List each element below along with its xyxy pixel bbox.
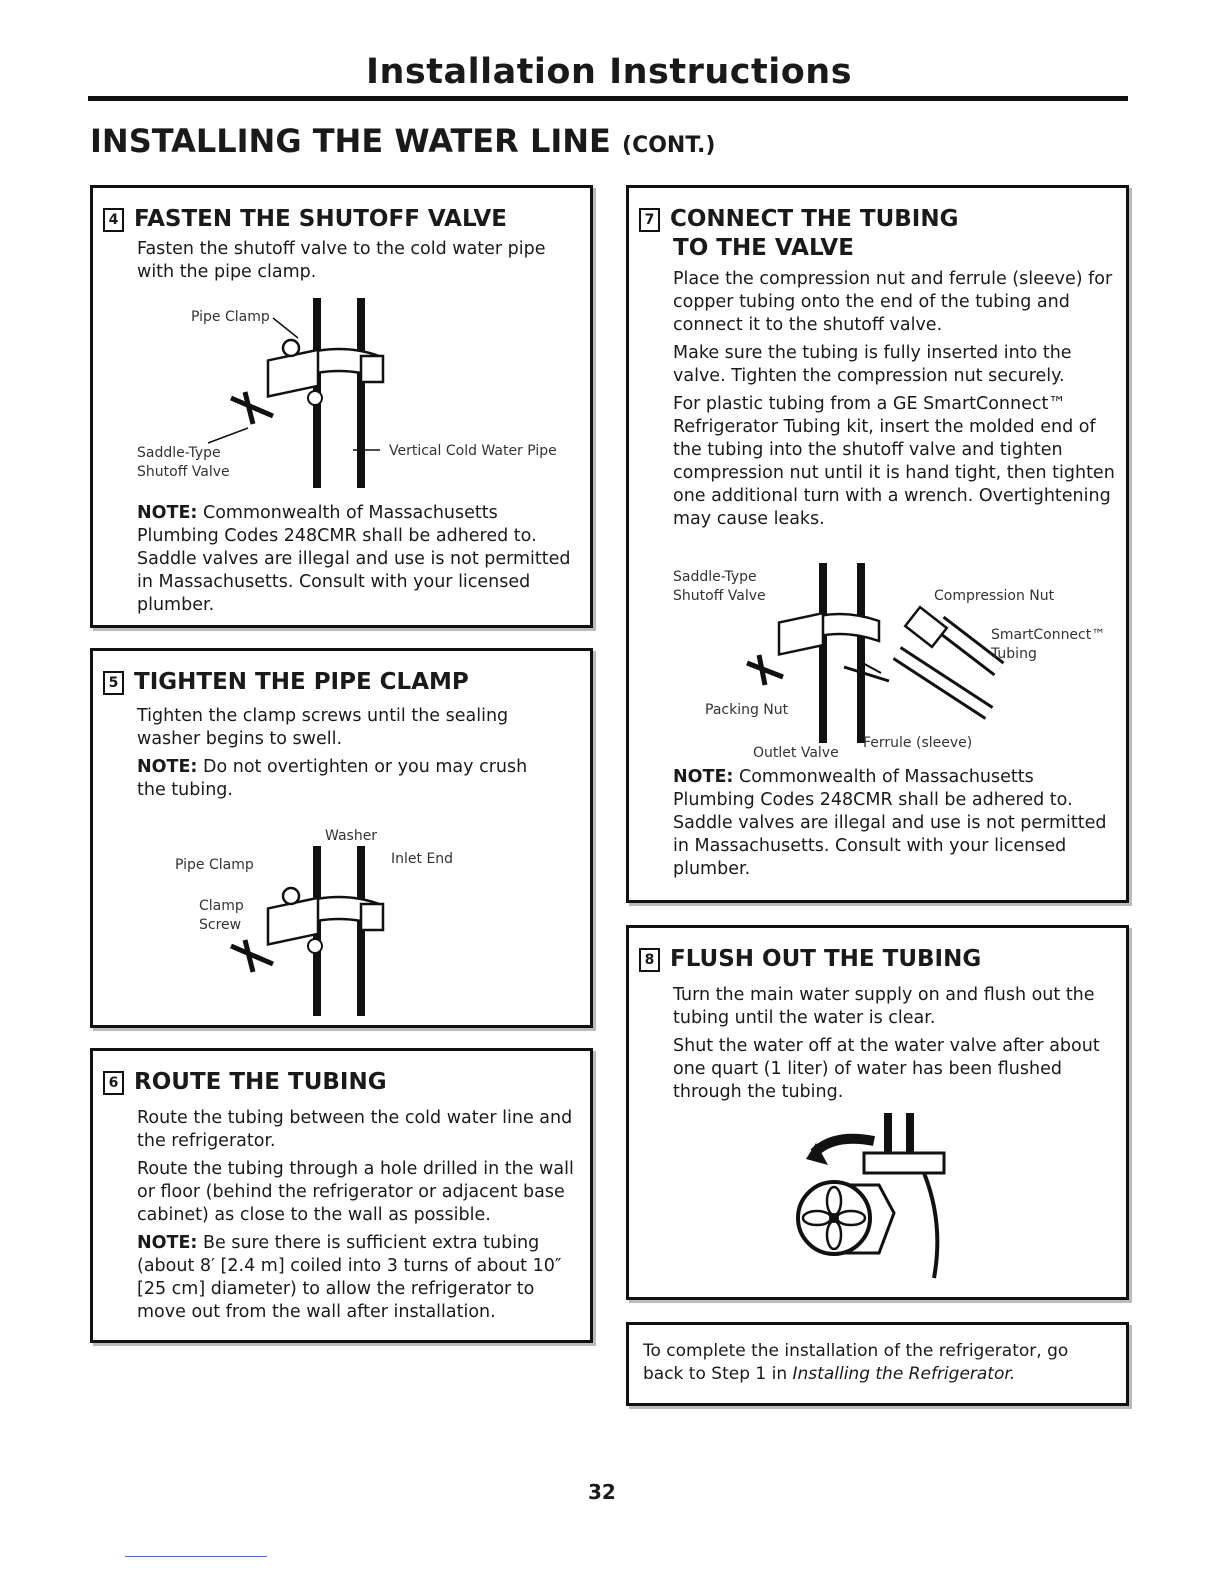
step-5-box [90,648,593,1028]
water-valve-illustration [794,1113,954,1288]
label-packing-nut: Packing Nut [705,702,789,718]
step-8-number: 8 [639,948,660,972]
step-7-box [626,185,1129,903]
step-4-note: NOTE: Commonwealth of Massachusetts Plumbing Codes 248CMR shall be adhered to. Saddle valves are illegal and use is not permitted in Massachusetts. Consult with your licensed plumber. [137,503,571,615]
page-number: 32 [588,1480,616,1504]
step-5-number: 5 [103,671,124,695]
label-shutoff-valve: Shutoff Valve [137,464,230,480]
step-6-number: 6 [103,1071,124,1095]
completion-note-box [626,1322,1129,1406]
step-4-title: 4 FASTEN THE SHUTOFF VALVE [103,206,507,232]
step-7-title: 7 CONNECT THE TUBING [639,206,958,232]
step-7-number: 7 [639,208,660,232]
label-screw: Screw [199,917,242,933]
label-tubing: Tubing [991,646,1037,662]
label-saddle-type-7: Saddle-Type [673,569,757,585]
section-title: INSTALLING THE WATER LINE (CONT.) [90,122,716,160]
label-smartconnect: SmartConnect™ [991,627,1106,643]
step-7-note: NOTE: Commonwealth of Massachusetts Plumbing Codes 248CMR shall be adhered to. Saddle valves are illegal and use is not permitted in Massachusetts. Consult with your licensed plumber. [673,767,1107,879]
step-7-text: Place the compression nut and ferrule (sleeve) for copper tubing onto the end of the tubing and connect it to the shutoff valve. Make sure the tubing is fully inserted into the valve. Tighten the compression nut securely. For plastic tubing from a GE SmartConnect™ Refrigerator Tubing kit, insert the molded end of the tubing into the shutoff valve and tighten compression nut until it is hand tight, then tighten one additional turn with a wrench. Overtightening may cause leaks. [673,269,1115,529]
step-6-text: Route the tubing between the cold water line and the refrigerator. Route the tubing through a hole drilled in the wall or floor (behind the refrigerator or adjacent base cabinet) as close to the wall as possible. NOTE: Be sure there is sufficient extra tubing (about 8′ [2.4 m] coiled into 3 turns of about 10″ [25 cm] diameter) to allow the refrigerator to move out from the wall after installation. [137,1108,574,1322]
header-title: Installation Instructions [365,52,853,92]
label-saddle-type: Saddle-Type [137,445,221,461]
step-5-text: Tighten the clamp screws until the sealing washer begins to swell. NOTE: Do not overtighten or you may crush the tubing. [137,706,528,800]
step-5-title: 5 TIGHTEN THE PIPE CLAMP [103,669,469,695]
label-pipe-clamp-5: Pipe Clamp [175,857,254,873]
step-8-box [626,925,1129,1300]
step-7-title-line2: TO THE VALVE [673,235,854,261]
label-inlet-end: Inlet End [391,851,454,867]
label-vertical-pipe: Vertical Cold Water Pipe [389,443,557,459]
step-8-text: Turn the main water supply on and flush out the tubing until the water is clear. Shut the water off at the water valve after about one quart (1 liter) of water has been flushed through the tubing. [673,985,1100,1102]
footer-rule [125,1556,267,1557]
label-outlet-valve: Outlet Valve [753,745,839,761]
completion-note-text: To complete the installation of the refrigerator, go back to Step 1 in Installing the Refrigerator. [643,1341,1069,1384]
label-compression-nut: Compression Nut [934,588,1055,604]
step-6-box [90,1048,593,1343]
step-6-title: 6 ROUTE THE TUBING [103,1069,387,1095]
label-clamp: Clamp [199,898,244,914]
header-rule [88,96,1128,101]
step-4-text: Fasten the shutoff valve to the cold water pipe with the pipe clamp. [137,239,546,282]
label-ferrule: Ferrule (sleeve) [863,735,973,751]
label-shutoff-valve-7: Shutoff Valve [673,588,766,604]
step-8-title: 8 FLUSH OUT THE TUBING [639,946,981,972]
label-pipe-clamp: Pipe Clamp [191,309,270,325]
step-4-box [90,185,593,628]
label-washer: Washer [325,828,378,844]
step-4-number: 4 [103,208,124,232]
